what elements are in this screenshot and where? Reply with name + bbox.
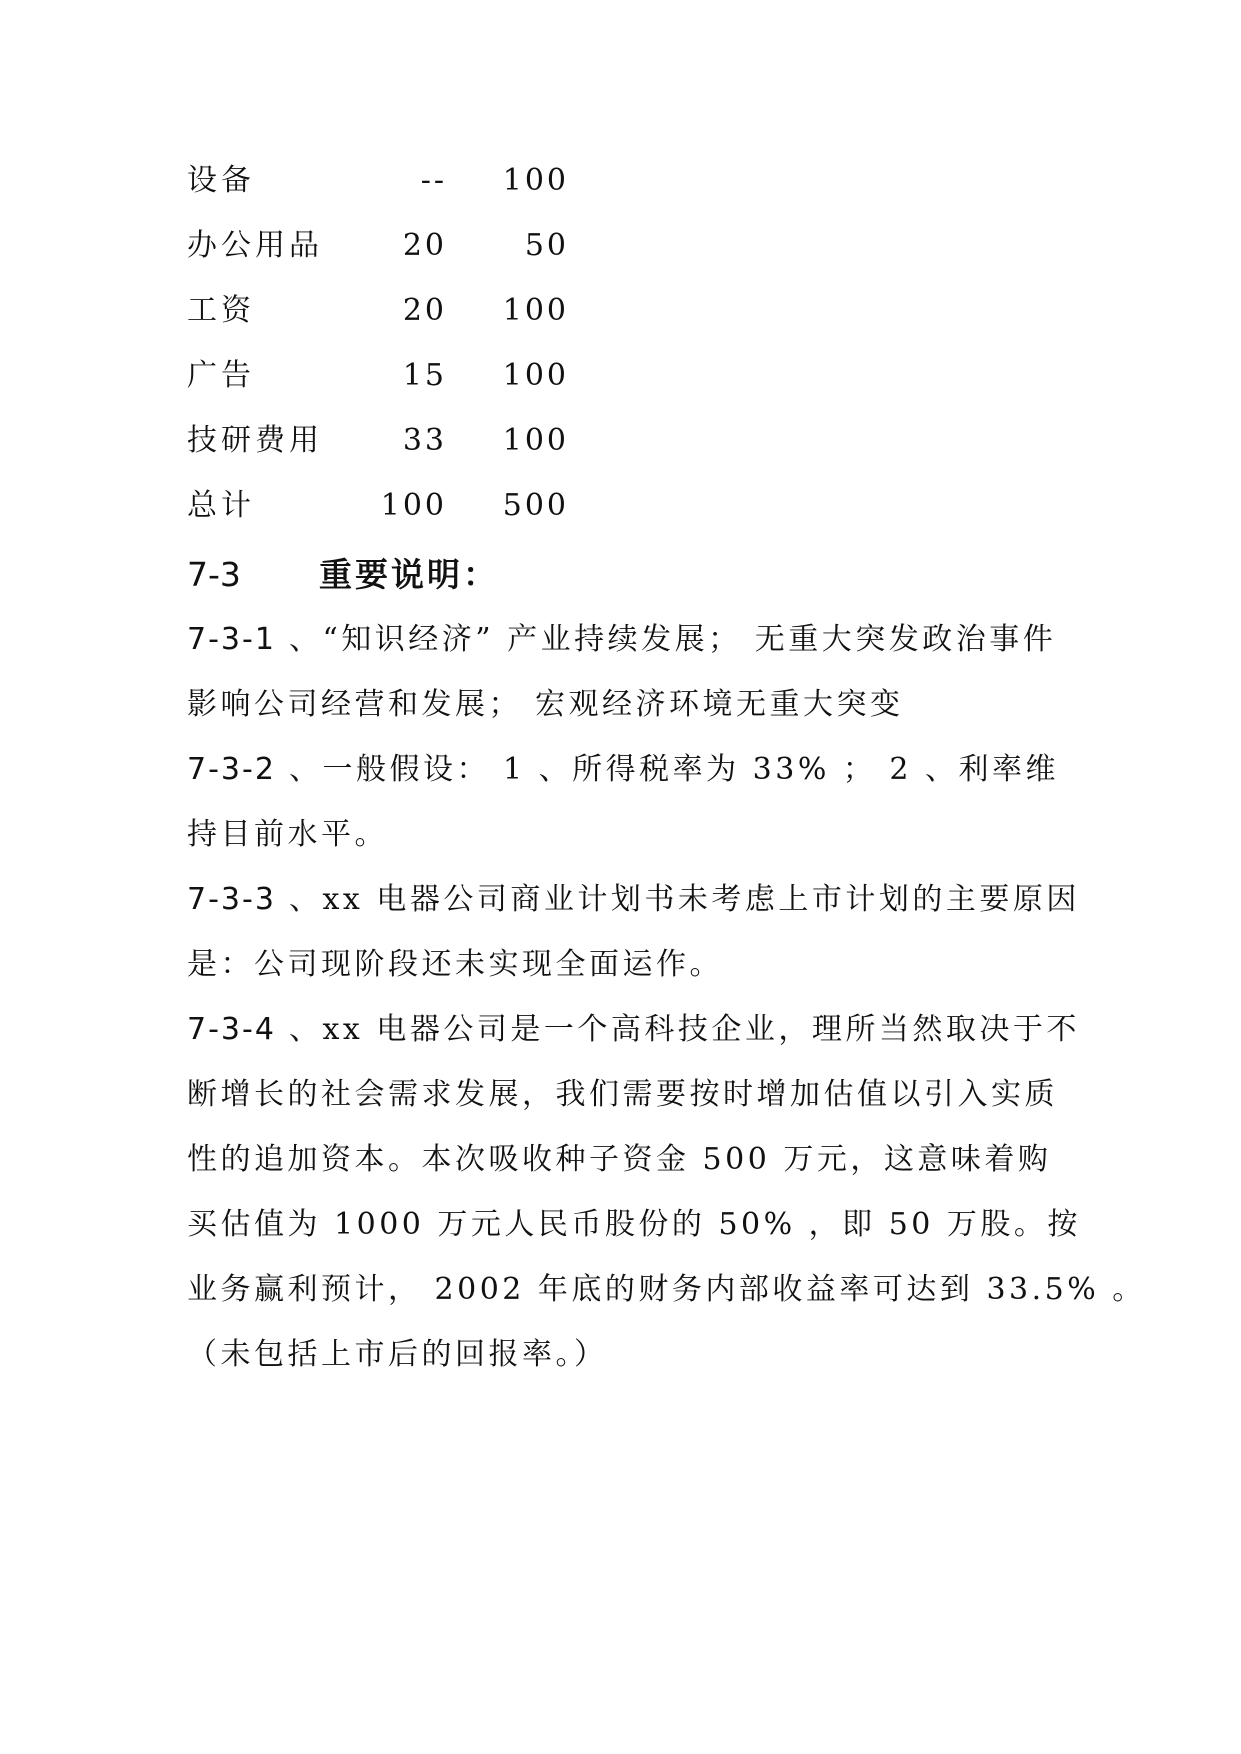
- paragraph-line: [187, 872, 1092, 937]
- row-label: 技研费用: [187, 423, 323, 458]
- paragraph-line: [187, 612, 1092, 677]
- paragraph-number: 7-3-4: [187, 1012, 276, 1047]
- table-row: [187, 221, 607, 286]
- row-value-b: 50: [524, 228, 569, 263]
- paragraph-line: 持目前水平。: [187, 817, 388, 852]
- paragraph-7-3-1: [187, 612, 1092, 742]
- section-heading: [187, 545, 1087, 605]
- row-value-b: 100: [502, 163, 569, 198]
- paragraph-line: （未包括上市后的回报率。）: [187, 1337, 608, 1372]
- row-label: 办公用品: [187, 228, 323, 263]
- paragraph-7-3-2: [187, 742, 1092, 872]
- row-value-b: 100: [502, 423, 569, 458]
- table-row: [187, 156, 607, 221]
- table-row: [187, 351, 607, 416]
- row-value-a: 20: [402, 228, 447, 263]
- paragraph-7-3-3: [187, 872, 1092, 1002]
- paragraph-text: 、xx 电器公司是一个高科技企业，理所当然取决于不: [288, 1012, 1080, 1047]
- budget-table: [187, 156, 607, 546]
- paragraph-number: 7-3-3: [187, 882, 276, 917]
- paragraph-line: 断增长的社会需求发展，我们需要按时增加估值以引入实质: [187, 1077, 1058, 1112]
- paragraph-text: 、“知识经济” 产业持续发展； 无重大突发政治事件: [288, 622, 1057, 657]
- row-label: 工资: [187, 293, 255, 328]
- section-number: 7-3: [187, 555, 241, 594]
- row-value-a: --: [420, 163, 447, 198]
- paragraph-line: 买估值为 1000 万元人民币股份的 50% ，即 50 万股。按: [187, 1207, 1081, 1242]
- paragraph-line: 是：公司现阶段还未实现全面运作。: [187, 947, 723, 982]
- table-row: [187, 286, 607, 351]
- paragraph-line: [187, 742, 1092, 807]
- paragraph-text: 、xx 电器公司商业计划书未考虑上市计划的主要原因: [288, 882, 1080, 917]
- row-value-a: 33: [402, 423, 447, 458]
- row-label: 广告: [187, 358, 255, 393]
- paragraph-line: 业务赢利预计， 2002 年底的财务内部收益率可达到 33.5% 。: [187, 1272, 1146, 1307]
- row-value-b: 100: [502, 293, 569, 328]
- paragraph-number: 7-3-2: [187, 752, 276, 787]
- row-label: 设备: [187, 163, 255, 198]
- row-value-a: 100: [380, 488, 447, 523]
- row-value-a: 15: [402, 358, 447, 393]
- paragraph-text: 、一般假设： 1 、所得税率为 33% ； 2 、利率维: [288, 752, 1060, 787]
- paragraph-line: 性的追加资本。本次吸收种子资金 500 万元，这意味着购: [187, 1142, 1052, 1177]
- paragraph-line: [187, 1002, 1092, 1067]
- paragraph-7-3-4: [187, 1002, 1146, 1392]
- table-row: [187, 416, 607, 481]
- row-label: 总计: [187, 488, 255, 523]
- row-value-b: 500: [502, 488, 569, 523]
- paragraph-line: 影响公司经营和发展； 宏观经济环境无重大突变: [187, 687, 904, 722]
- notes-body: [187, 612, 1146, 1392]
- table-row-total: [187, 481, 607, 546]
- paragraph-number: 7-3-1: [187, 622, 276, 657]
- row-value-b: 100: [502, 358, 569, 393]
- row-value-a: 20: [402, 293, 447, 328]
- section-title: 重要说明：: [319, 555, 499, 594]
